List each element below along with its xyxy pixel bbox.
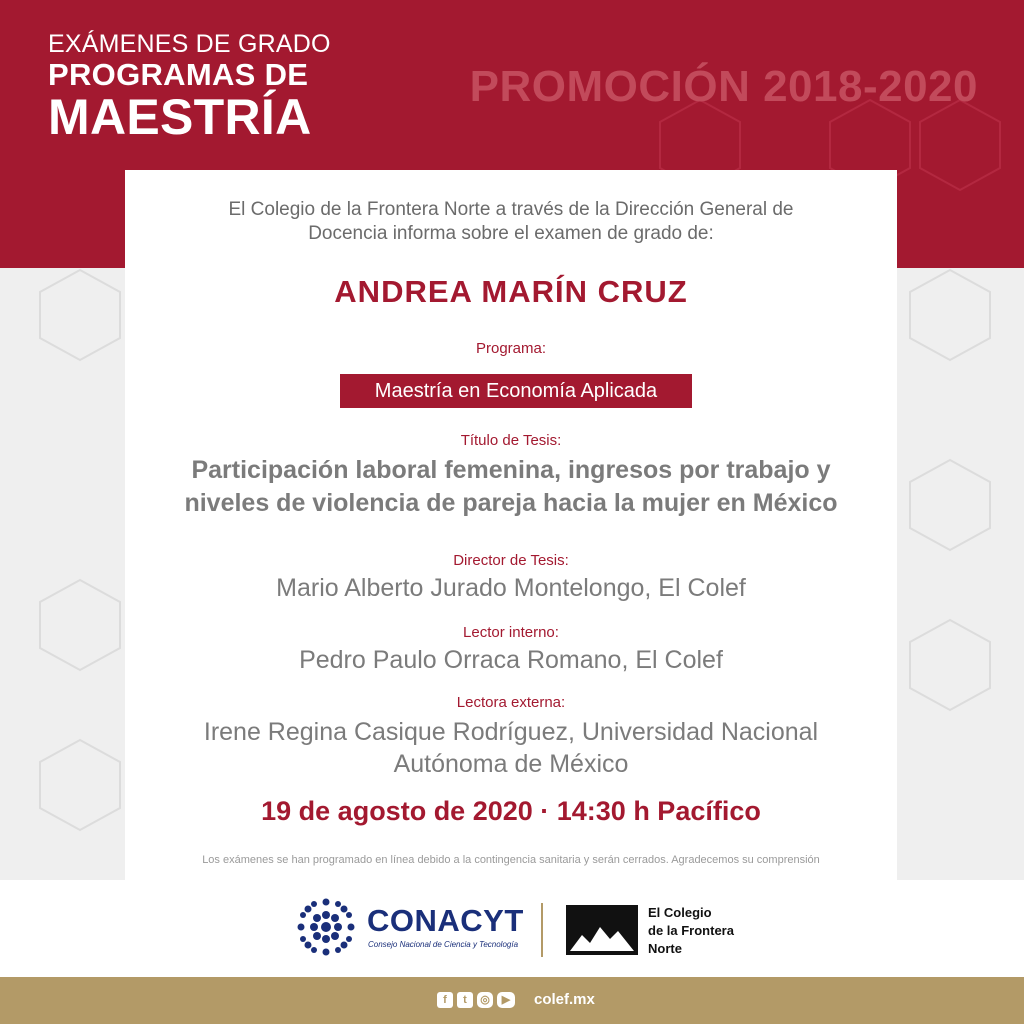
header-line-1: EXÁMENES DE GRADO: [48, 30, 331, 58]
conacyt-subtitle: Consejo Nacional de Ciencia y Tecnología: [368, 940, 519, 949]
internal-reader-name: Pedro Paulo Orraca Romano, El Colef: [299, 646, 723, 674]
colef-line-3: Norte: [648, 941, 682, 956]
twitter-icon[interactable]: t: [457, 992, 473, 1008]
conacyt-name: CONACYT: [367, 903, 524, 938]
social-icons: [437, 992, 515, 1008]
director-label: Director de Tesis:: [453, 552, 569, 569]
colef-name: [648, 904, 734, 958]
promotion-label: PROMOCIÓN 2018-2020: [469, 62, 978, 111]
exam-note: Los exámenes se han programado en línea debido a la contingencia sanitaria y serán cerrados. Agradecemos su comprensión: [202, 854, 820, 866]
facebook-icon[interactable]: f: [437, 992, 453, 1008]
header-title: [48, 30, 331, 145]
program-label: Programa:: [475, 340, 547, 357]
intro-text: El Colegio de la Frontera Norte a través de la Dirección General de Docencia informa sobre el examen de grado de:: [228, 199, 794, 244]
exam-card: [125, 170, 897, 880]
internal-reader-label: Lector interno:: [463, 624, 559, 641]
thesis-title: Participación laboral femenina, ingresos por trabajo y niveles de violencia de pareja hacia la mujer en México: [184, 456, 838, 517]
colef-line-2: de la Frontera: [648, 923, 734, 938]
header-line-3: MAESTRÍA: [48, 89, 312, 145]
director-name: Mario Alberto Jurado Montelongo, El Colef: [276, 574, 746, 602]
colef-logo-icon: [566, 905, 638, 955]
program-badge: Maestría en Economía Aplicada: [340, 374, 692, 408]
header-line-2: PROGRAMAS DE: [48, 57, 309, 92]
conacyt-logo-icon: [292, 893, 360, 961]
exam-date: 19 de agosto de 2020 · 14:30 h Pacífico: [261, 796, 761, 826]
colef-line-1: El Colegio: [648, 905, 712, 920]
student-name: ANDREA MARÍN CRUZ: [334, 274, 688, 309]
thesis-label: Título de Tesis:: [460, 432, 562, 449]
youtube-icon[interactable]: ▶: [497, 992, 515, 1008]
website-link[interactable]: colef.mx: [534, 991, 595, 1008]
external-reader-label: Lectora externa:: [456, 694, 566, 711]
logo-divider: [541, 903, 543, 957]
instagram-icon[interactable]: ◎: [477, 992, 493, 1008]
external-reader-name: Irene Regina Casique Rodríguez, Universidad Nacional Autónoma de México: [203, 718, 819, 778]
